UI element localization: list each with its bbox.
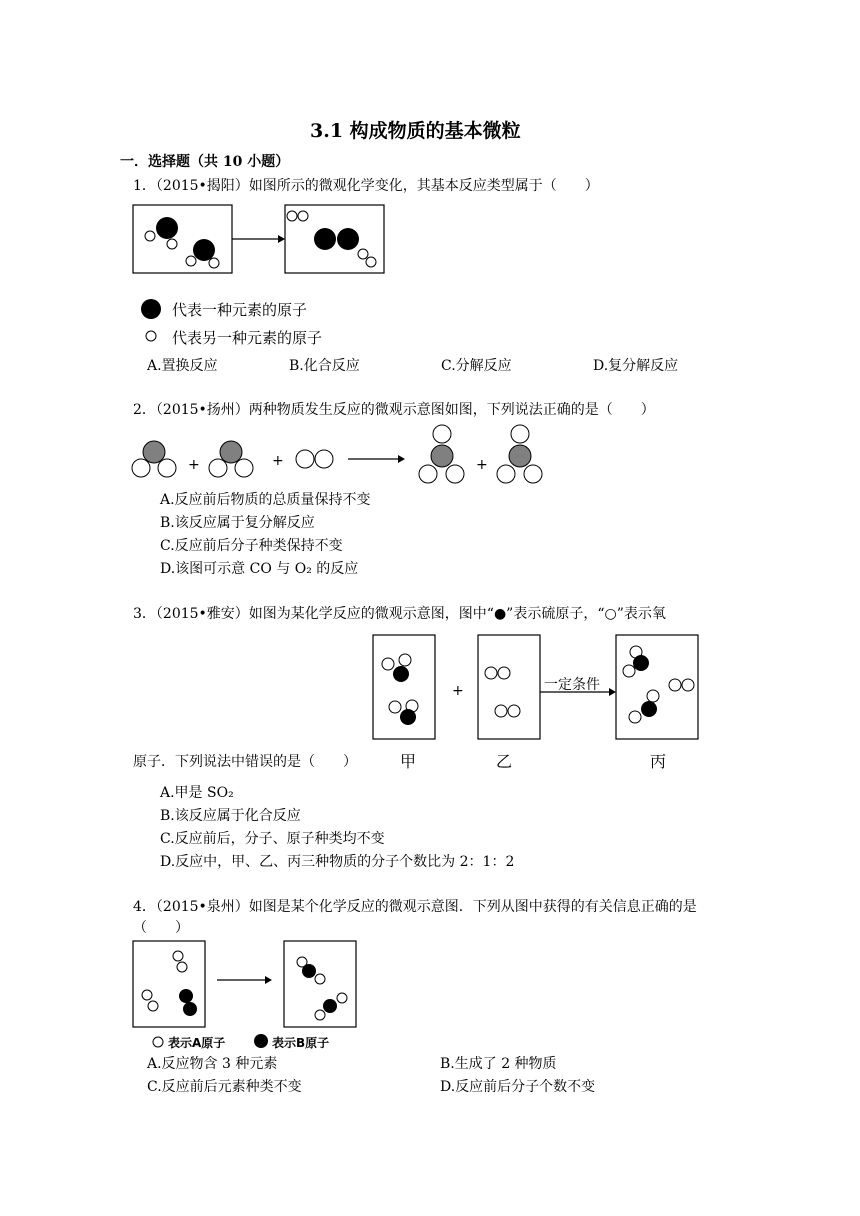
q3-condition: 一定条件 xyxy=(544,677,600,693)
q2-option-d[interactable]: D.该图可示意 CO 与 O₂ 的反应 xyxy=(160,561,359,577)
q1-option-c[interactable]: C.分解反应 xyxy=(441,358,512,374)
q4-stem-line2: （ ） xyxy=(133,920,189,936)
q2-option-c[interactable]: C.反应前后分子种类保持不变 xyxy=(160,538,343,554)
q4-reaction-diagram xyxy=(132,940,360,1030)
q4-stem-line1: 4．（2015•泉州）如图是某个化学反应的微观示意图．下列从图中获得的有关信息正确的是 xyxy=(133,899,697,915)
svg-text:+: + xyxy=(476,457,488,473)
q1-legend-white-atom xyxy=(145,330,157,342)
q2-option-a[interactable]: A.反应前后物质的总质量保持不变 xyxy=(160,492,371,508)
q4-legend-a: 表示A原子 xyxy=(168,1036,226,1050)
q3-label-bing: 丙 xyxy=(650,752,667,771)
q1-option-d[interactable]: D.复分解反应 xyxy=(593,358,679,374)
q2-reaction-diagram xyxy=(130,424,550,486)
q4-option-c[interactable]: C.反应前后元素种类不变 xyxy=(147,1079,302,1095)
q4-option-a[interactable]: A.反应物含 3 种元素 xyxy=(147,1056,278,1072)
q4-legend-white-atom xyxy=(152,1036,164,1048)
q2-option-b[interactable]: B.该反应属于复分解反应 xyxy=(160,515,315,531)
q1-stem: 1．（2015•揭阳）如图所示的微观化学变化，其基本反应类型属于（ ） xyxy=(133,178,599,194)
q3-option-d[interactable]: D.反应中，甲、乙、丙三种物质的分子个数比为 2：1：2 xyxy=(160,854,515,870)
section-heading: 一．选择题（共 10 小题） xyxy=(120,154,290,170)
svg-text:+: + xyxy=(188,457,200,473)
q3-reaction-diagram xyxy=(372,634,702,742)
q3-option-a[interactable]: A.甲是 SO₂ xyxy=(160,785,234,801)
svg-text:+: + xyxy=(452,683,464,699)
q2-stem: 2．（2015•扬州）两种物质发生反应的微观示意图如图，下列说法正确的是（ ） xyxy=(133,402,655,418)
q4-legend-b: 表示B原子 xyxy=(272,1036,330,1050)
q4-legend-black-atom xyxy=(254,1034,268,1048)
q1-legend-black-atom xyxy=(140,298,162,320)
q3-option-b[interactable]: B.该反应属于化合反应 xyxy=(160,808,301,824)
page-title: 3.1 构成物质的基本微粒 xyxy=(310,120,521,142)
q4-option-b[interactable]: B.生成了 2 种物质 xyxy=(440,1056,557,1072)
q1-legend-1: 代表一种元素的原子 xyxy=(172,301,308,319)
q3-stem-line1: 3．（2015•雅安）如图为某化学反应的微观示意图，图中“●”表示硫原子，“○”表示氧 xyxy=(133,606,666,622)
q3-option-c[interactable]: C.反应前后，分子、原子种类均不变 xyxy=(160,831,385,847)
q3-label-jia: 甲 xyxy=(400,752,417,771)
q1-legend-2: 代表另一种元素的原子 xyxy=(172,329,323,347)
q3-label-yi: 乙 xyxy=(496,752,513,771)
svg-text:+: + xyxy=(272,453,284,469)
q1-option-a[interactable]: A.置换反应 xyxy=(147,358,218,374)
q1-option-b[interactable]: B.化合反应 xyxy=(289,358,360,374)
q3-stem-line2: 原子．下列说法中错误的是（ ） xyxy=(133,754,357,770)
q4-option-d[interactable]: D.反应前后分子个数不变 xyxy=(440,1079,596,1095)
q1-reaction-diagram xyxy=(132,204,392,276)
